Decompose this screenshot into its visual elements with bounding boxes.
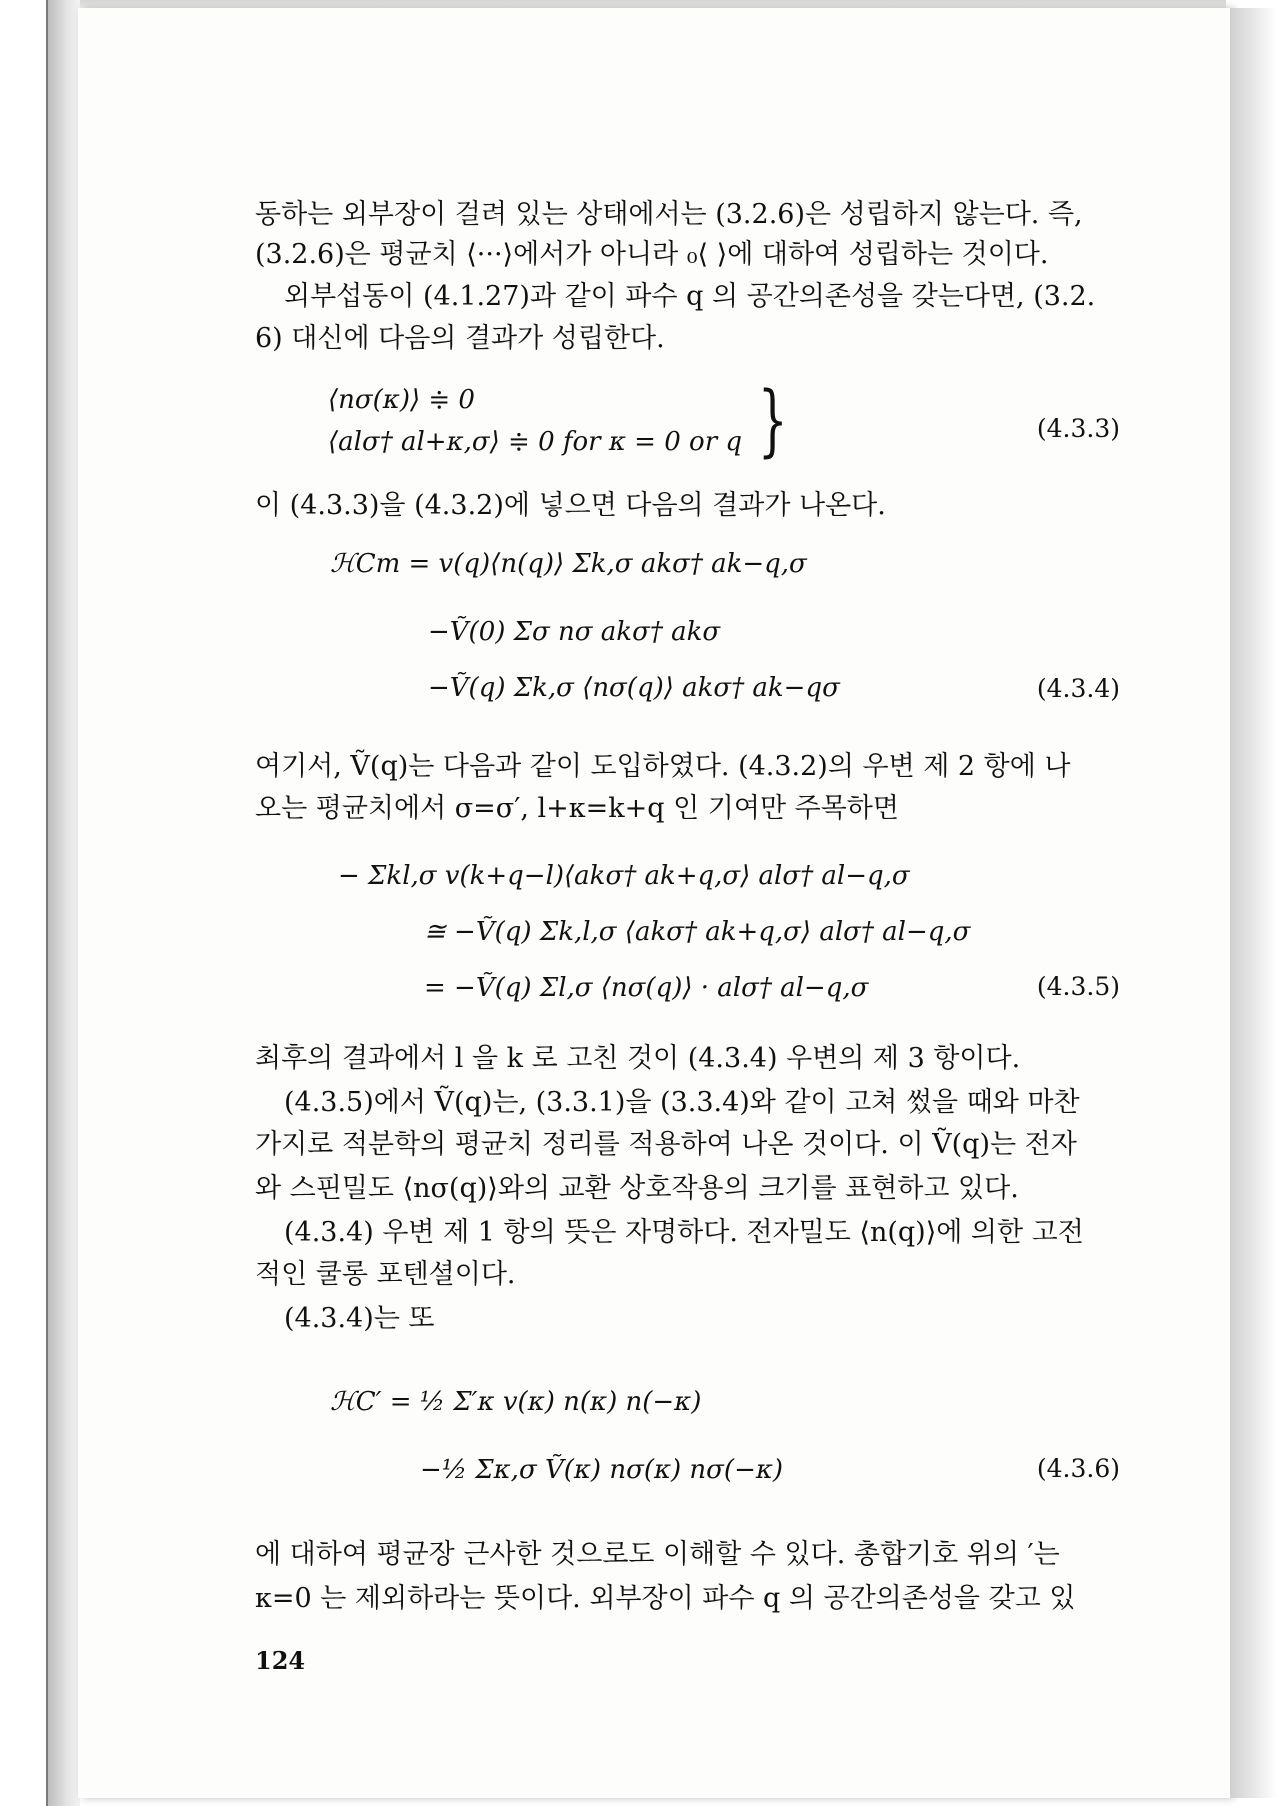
text-line: (4.3.5)에서 Ṽ(q)는, (3.3.1)을 (3.3.4)와 같이 고쳐 썼을 때와 마찬 [284, 1087, 1080, 1118]
text-line: 여기서, Ṽ(q)는 다음과 같이 도입하였다. (4.3.2)의 우변 제 2 항에 나 [255, 751, 1071, 782]
text-line: 와 스핀밀도 ⟨nσ(q)⟩와의 교환 상호작용의 크기를 표현하고 있다. [255, 1173, 1019, 1204]
book-spine [46, 0, 80, 1806]
text-line: 오는 평균치에서 σ=σ′, l+κ=k+q 인 기여만 주목하면 [255, 793, 899, 824]
equation-number: (4.3.4) [1036, 674, 1120, 703]
page-right-edge [1230, 8, 1277, 1798]
equation-line: −Ṽ(q) Σk,σ ⟨nσ(q)⟩ akσ† ak−qσ [428, 673, 840, 703]
equation-number: (4.3.5) [1036, 972, 1120, 1001]
text-line: 이 (4.3.3)을 (4.3.2)에 넣으면 다음의 결과가 나온다. [255, 490, 886, 521]
text-line: 6) 대신에 다음의 결과가 성립한다. [255, 323, 665, 354]
text-line: 외부섭동이 (4.1.27)과 같이 파수 q 의 공간의존성을 갖는다면, (3.2. [284, 281, 1096, 312]
text-line: 동하는 외부장이 걸려 있는 상태에서는 (3.2.6)은 성립하지 않는다. 즉, [255, 199, 1083, 230]
equation-line: ≅ −Ṽ(q) Σk,l,σ ⟨akσ† ak+q,σ⟩ alσ† al−q,σ [424, 917, 971, 947]
equation-number: (4.3.3) [1036, 414, 1120, 443]
text-line: (3.2.6)은 평균치 ⟨···⟩에서가 아니라 ₀⟨ ⟩에 대하여 성립하는 것이다. [255, 239, 1049, 270]
equation-line: −½ Σκ,σ Ṽ(κ) nσ(κ) nσ(−κ) [420, 1455, 784, 1485]
right-brace: } [757, 376, 788, 466]
text-line: (4.3.4)는 또 [284, 1303, 435, 1334]
book-page [78, 8, 1230, 1798]
equation-line: −Ṽ(0) Σσ nσ akσ† akσ [428, 617, 721, 647]
text-line: κ=0 는 제외하라는 뜻이다. 외부장이 파수 q 의 공간의존성을 갖고 있 [255, 1583, 1076, 1614]
equation-line: ⟨nσ(κ)⟩ ≑ 0 [328, 385, 475, 415]
equation-line: ⟨alσ† al+κ,σ⟩ ≑ 0 for κ = 0 or q [328, 427, 743, 457]
page-number: 124 [255, 1646, 306, 1675]
equation-line: ℋCm = v(q)⟨n(q)⟩ Σk,σ akσ† ak−q,σ [330, 549, 807, 579]
equation-number: (4.3.6) [1036, 1454, 1120, 1483]
equation-line: = −Ṽ(q) Σl,σ ⟨nσ(q)⟩ · alσ† al−q,σ [424, 973, 869, 1003]
equation-line: ℋC′ = ½ Σ′κ v(κ) n(κ) n(−κ) [330, 1387, 702, 1417]
text-line: 에 대하여 평균장 근사한 것으로도 이해할 수 있다. 총합기호 위의 ′는 [255, 1539, 1060, 1570]
text-line: (4.3.4) 우변 제 1 항의 뜻은 자명하다. 전자밀도 ⟨n(q)⟩에 의한 고전 [284, 1217, 1084, 1248]
text-line: 적인 쿨롱 포텐셜이다. [255, 1259, 516, 1290]
text-line: 가지로 적분학의 평균치 정리를 적용하여 나온 것이다. 이 Ṽ(q)는 전자 [255, 1129, 1077, 1160]
equation-line: − Σkl,σ v(k+q−l)⟨akσ† ak+q,σ⟩ alσ† al−q,σ [338, 861, 910, 891]
text-line: 최후의 결과에서 l 을 k 로 고친 것이 (4.3.4) 우변의 제 3 항이다. [255, 1043, 1021, 1074]
